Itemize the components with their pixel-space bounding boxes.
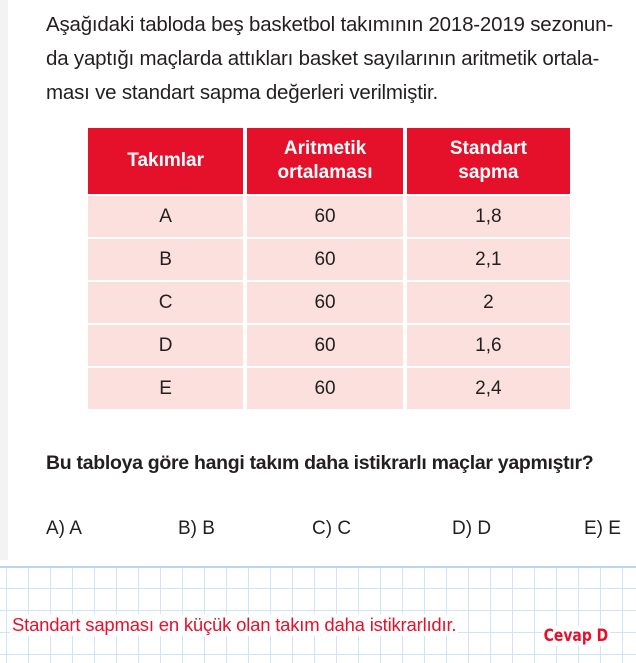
header-std-dev [407, 128, 570, 194]
header-sd-line2: sapma [458, 162, 519, 183]
cell-mean: 60 [247, 325, 402, 366]
cell-sd: 2 [407, 282, 570, 323]
intro-line: ması ve standart sapma değerleri verilmiştir. [46, 81, 439, 104]
answer-options [0, 518, 636, 544]
table-row [88, 325, 570, 366]
header-mean [247, 128, 402, 194]
table-header-row [88, 128, 570, 194]
header-mean-line1: Aritmetik [283, 138, 367, 159]
cell-sd: 1,8 [407, 196, 570, 237]
header-mean-line2: ortalaması [277, 162, 373, 183]
option-b[interactable]: B) B [178, 518, 215, 539]
option-c[interactable]: C) C [312, 518, 352, 539]
intro-paragraph [46, 8, 632, 110]
table-row [88, 239, 570, 280]
question-text: Bu tabloya göre hangi takım daha istikrarlı maçlar yapmıştır? [46, 452, 594, 474]
answer-label: Cevap D [543, 626, 609, 646]
cell-team: C [88, 282, 243, 323]
header-teams [88, 128, 243, 194]
cell-mean: 60 [247, 196, 402, 237]
intro-line: Aşağıdaki tabloda beş basketbol takımının 2018-2019 sezonun- [46, 13, 613, 36]
table-row [88, 282, 570, 323]
table-row [88, 368, 570, 409]
option-e[interactable]: E) E [584, 518, 621, 539]
cell-mean: 60 [247, 282, 402, 323]
option-d[interactable]: D) D [452, 518, 492, 539]
intro-line: da yaptığı maçlarda attıkları basket sayılarının aritmetik ortala- [46, 47, 600, 70]
cell-sd: 2,1 [407, 239, 570, 280]
statistics-table [84, 126, 574, 411]
cell-team: E [88, 368, 243, 409]
cell-sd: 1,6 [407, 325, 570, 366]
solution-explanation: Standart sapması en küçük olan takım daha istikrarlıdır. [12, 614, 457, 635]
cell-team: D [88, 325, 243, 366]
cell-sd: 2,4 [407, 368, 570, 409]
cell-team: B [88, 239, 243, 280]
cell-team: A [88, 196, 243, 237]
table-row [88, 196, 570, 237]
margin-stripe [0, 0, 8, 560]
header-sd-line1: Standart [449, 138, 527, 159]
cell-mean: 60 [247, 368, 402, 409]
header-teams-label: Takımlar [127, 150, 205, 171]
option-a[interactable]: A) A [46, 518, 82, 539]
cell-mean: 60 [247, 239, 402, 280]
